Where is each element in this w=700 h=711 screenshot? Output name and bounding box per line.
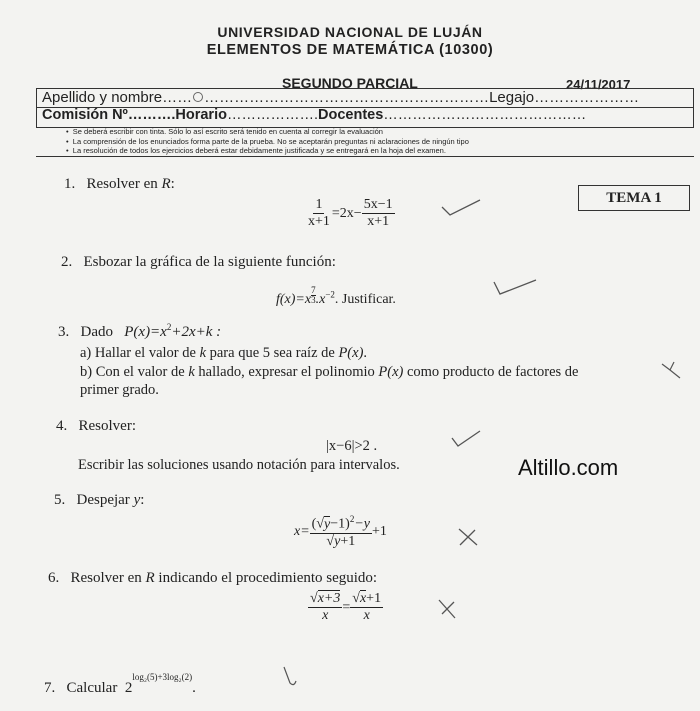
q4-prompt: 4. Resolver: xyxy=(56,418,136,434)
check-mark-icon xyxy=(440,197,482,219)
check-mark-icon xyxy=(660,360,684,380)
rule-item: • La comprensión de los enunciados forma parte de la prueba. No se aceptarán preguntas ni aclaraciones de ningún tipo xyxy=(66,136,469,146)
exam-title: SEGUNDO PARCIAL xyxy=(282,75,418,91)
header-rule xyxy=(36,156,694,157)
rules-list xyxy=(66,127,469,156)
q3-part-b-line2: primer grado. xyxy=(80,382,159,398)
q7-prompt: 7. Calcular $2^{log_2(5)+3log_2(2)}$. xyxy=(44,672,196,696)
cross-mark-icon xyxy=(436,598,458,620)
q3-part-a: a) Hallar el valor de k para que 5 sea raíz de P(x). xyxy=(80,345,368,361)
name-label: Apellido y nombre xyxy=(42,89,163,106)
horario-field: ………………. xyxy=(226,107,318,123)
q4-instruction: Escribir las soluciones usando notación para intervalos. xyxy=(78,457,400,473)
q3-prompt: 3. Dado $P(x)=x^2+2x+k$ : xyxy=(58,322,222,340)
q2-function: f(x)=x $\frac{7}{3}$ $.x^{-2}$. Justificar. xyxy=(276,285,396,307)
q5-prompt: 5. Despejar y: xyxy=(54,492,145,508)
q1-prompt: 1. Resolver en R: xyxy=(64,176,175,192)
cross-mark-icon xyxy=(280,665,300,689)
docentes-field: …………………………………… xyxy=(383,107,587,123)
legajo-field: ………………… xyxy=(534,89,640,106)
q3-part-b: b) Con el valor de k hallado, expresar el polinomio P(x) como producto de factores de xyxy=(80,364,579,380)
pen-scribble xyxy=(193,92,203,102)
legajo-label: Legajo xyxy=(489,89,535,106)
q6-equation: $\frac{√x+3}{x}$ = $\frac{√x+1}{x}$ xyxy=(310,591,382,624)
q2-prompt: 2. Esbozar la gráfica de la siguiente función: xyxy=(61,254,336,270)
university-name: UNIVERSIDAD NACIONAL DE LUJÁN xyxy=(217,24,483,40)
altillo-watermark: Altillo.com xyxy=(518,455,619,480)
docentes-label: Docentes xyxy=(318,107,384,123)
tema-box: TEMA 1 xyxy=(578,185,690,211)
check-mark-icon xyxy=(450,428,482,450)
form-row-name xyxy=(42,89,639,106)
check-mark-icon xyxy=(492,276,538,298)
comision-label: Comisión Nº xyxy=(42,107,128,123)
name-dots: …… xyxy=(162,89,193,106)
exam-date: 24/11/2017 xyxy=(566,77,631,92)
comision-field: ………. xyxy=(127,107,176,123)
q6-prompt: 6. Resolver en R indicando el procedimiento seguido: xyxy=(48,570,378,586)
q4-inequality: |x−6|>2 . xyxy=(326,438,378,454)
form-row-comision xyxy=(42,107,586,123)
course-name: ELEMENTOS DE MATEMÁTICA (10300) xyxy=(206,42,494,58)
q5-equation: x= $\frac{(√y-1)^2-y}{√y+1}$ +1 xyxy=(294,514,387,549)
rule-item: • La resolución de todos los ejercicios deberá estar debidamente justificada y se entregará en la hoja del examen. xyxy=(66,146,446,155)
q1-equation: $\frac{1}{x+1}$ =2x− $\frac{5x-1}{x+1}$ xyxy=(308,197,393,230)
horario-label: Horario xyxy=(175,107,227,123)
rule-item: • Se deberá escribir con tinta. Sólo lo así escrito será tenido en cuenta al corregir la evaluación xyxy=(66,127,383,136)
name-field: ………………………………………………… xyxy=(204,89,490,106)
cross-mark-icon xyxy=(457,527,479,547)
